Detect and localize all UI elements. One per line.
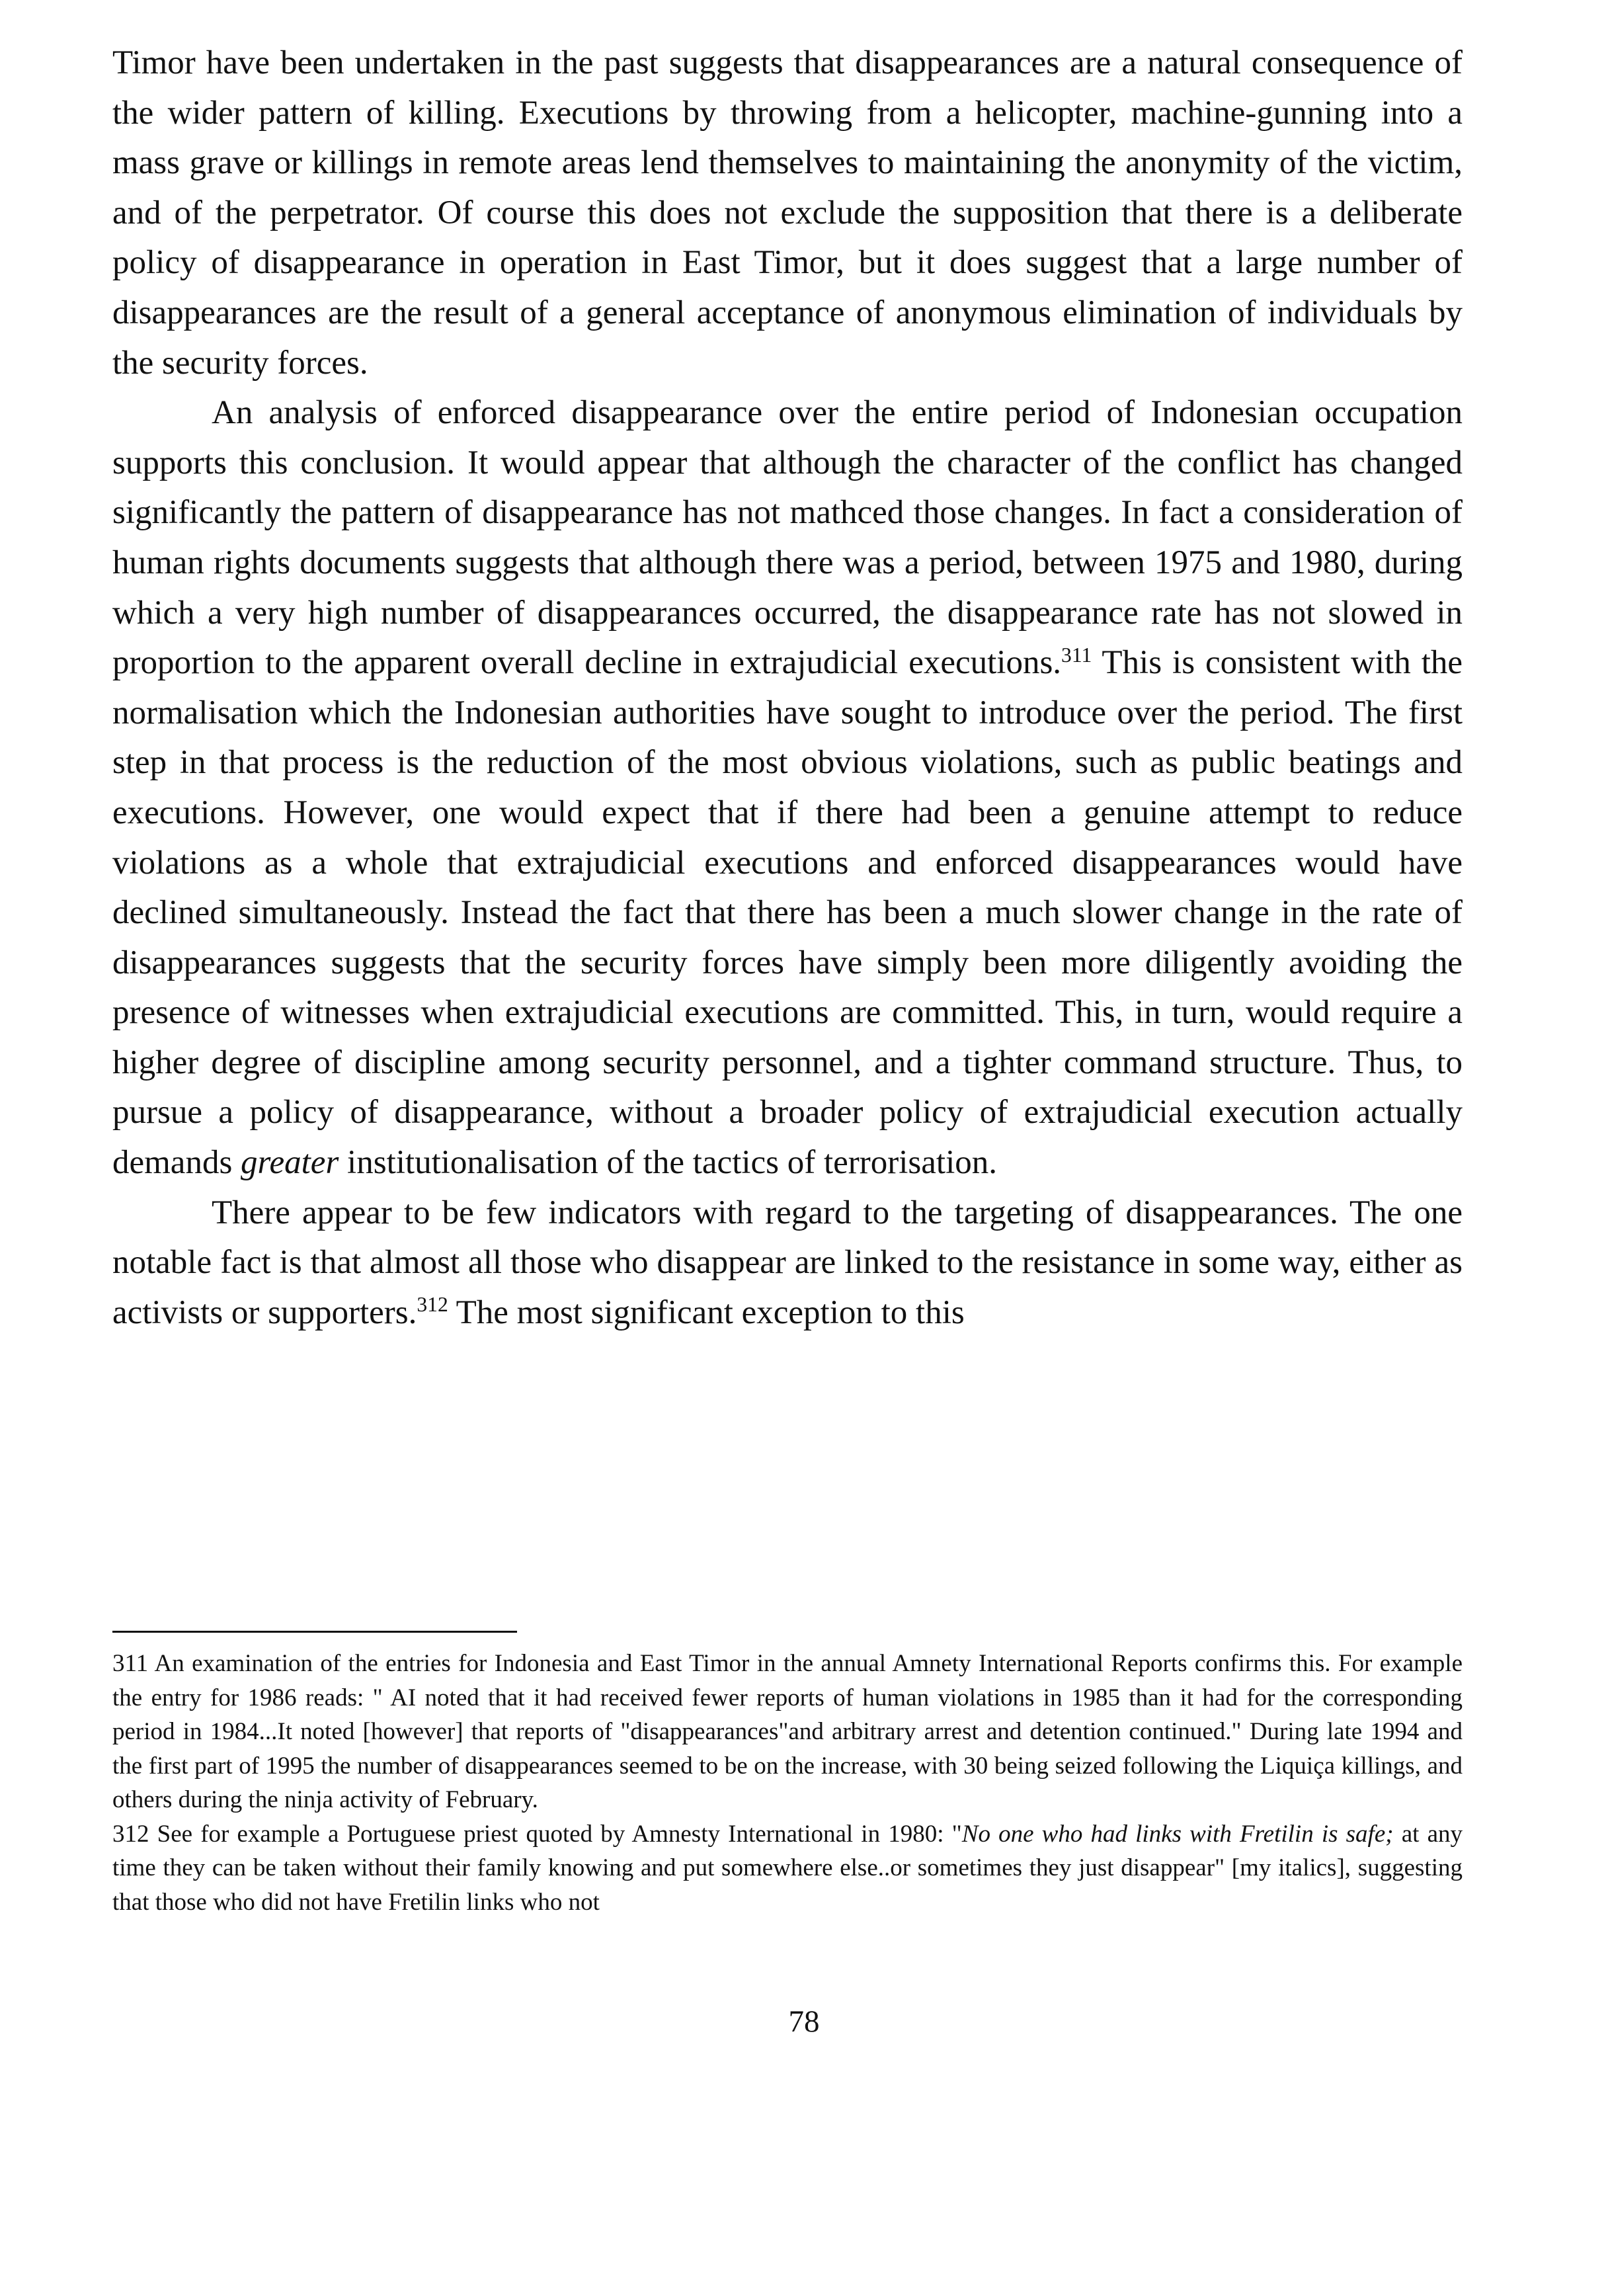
- paragraph-2: [112, 388, 1463, 1188]
- footnote-ref-312: 312: [417, 1293, 448, 1317]
- footnote-text-b: at any time they can be taken without their family knowing and put somewhere else..or sometimes they just disappear" [my italics], suggesting that those who did not have Fretilin links who not: [112, 1820, 1463, 1916]
- paragraph-1: [112, 38, 1463, 388]
- paragraph-3-text-b: The most significant exception to this: [448, 1293, 965, 1331]
- main-text: [112, 38, 1463, 1338]
- footnotes: [112, 1647, 1463, 1919]
- paragraph-2-text-c: institutionalisation of the tactics of terrorisation.: [339, 1144, 997, 1182]
- paragraph-2-text-a: An analysis of enforced disappearance over the entire period of Indonesian occupation supports this conclusion. It would appear that although the character of the conflict has changed significantly the pattern of disappearance has not mathced those changes. In fact a consideration of human rights documents suggests that although there was a period, between 1975 and 1980, during which a very high number of disappearances occurred, the disappearance rate has not slowed in proportion to the apparent overall decline in extrajudicial executions.: [112, 394, 1463, 682]
- footnote-number: 311: [112, 1650, 149, 1677]
- paragraph-2-emphasis: greater: [241, 1144, 339, 1182]
- paragraph-3-text-a: There appear to be few indicators with regard to the targeting of disappearances. The one notable fact is that almost all those who disappear are linked to the resistance in some way, either as activists or supporters.: [112, 1194, 1463, 1331]
- footnote-separator: [112, 1631, 517, 1633]
- footnote-text-a: See for example a Portuguese priest quoted by Amnesty International in 1980: ": [149, 1820, 962, 1848]
- paragraph-1-text: Timor have been undertaken in the past suggests that disappearances are a natural consequence of the wider pattern of killing. Executions by throwing from a helicopter, machine-gunning into a mass grave or killings in remote areas lend themselves to maintaining the anonymity of the victim, and of the perpetrator. Of course this does not exclude the supposition that there is a deliberate policy of disappearance in operation in East Timor, but it does suggest that a large number of disappearances are the result of a general acceptance of anonymous elimination of individuals by the security forces.: [112, 44, 1463, 382]
- paragraph-2-text-b: This is consistent with the normalisation which the Indonesian authorities have sought to introduce over the period. The first step in that process is the reduction of the most obvious violations, such as public beatings and executions. However, one would expect that if there had been a genuine attempt to reduce violations as a whole that extrajudicial executions and enforced disappearances would have declined simultaneously. Instead the fact that there has been a much slower change in the rate of disappearances suggests that the security forces have simply been more diligently avoiding the presence of witnesses when extrajudicial executions are committed. This, in turn, would require a higher degree of discipline among security personnel, and a tighter command structure. Thus, to pursue a policy of disappearance, without a broader policy of extrajudicial execution actually demands: [112, 644, 1463, 1182]
- footnote-ref-311: 311: [1061, 643, 1092, 667]
- footnote-312: [112, 1817, 1463, 1920]
- footnote-311: [112, 1647, 1463, 1817]
- footnote-emphasis: No one who had links with Fretilin is safe;: [961, 1820, 1394, 1848]
- page-number: 78: [788, 2004, 820, 2039]
- footnote-text: An examination of the entries for Indonesia and East Timor in the annual Amnety International Reports confirms this. For example the entry for 1986 reads: " AI noted that it had received fewer reports of human violations in 1985 than it had for the corresponding period in 1984...It noted [however] that reports of "disappearances"and arbitrary arrest and detention continued." During late 1994 and the first part of 1995 the number of disappearances seemed to be on the increase, with 30 being seized following the Liquiça killings, and others during the ninja activity of February.: [112, 1650, 1463, 1813]
- footnote-number: 312: [112, 1820, 149, 1848]
- paragraph-3: [112, 1188, 1463, 1338]
